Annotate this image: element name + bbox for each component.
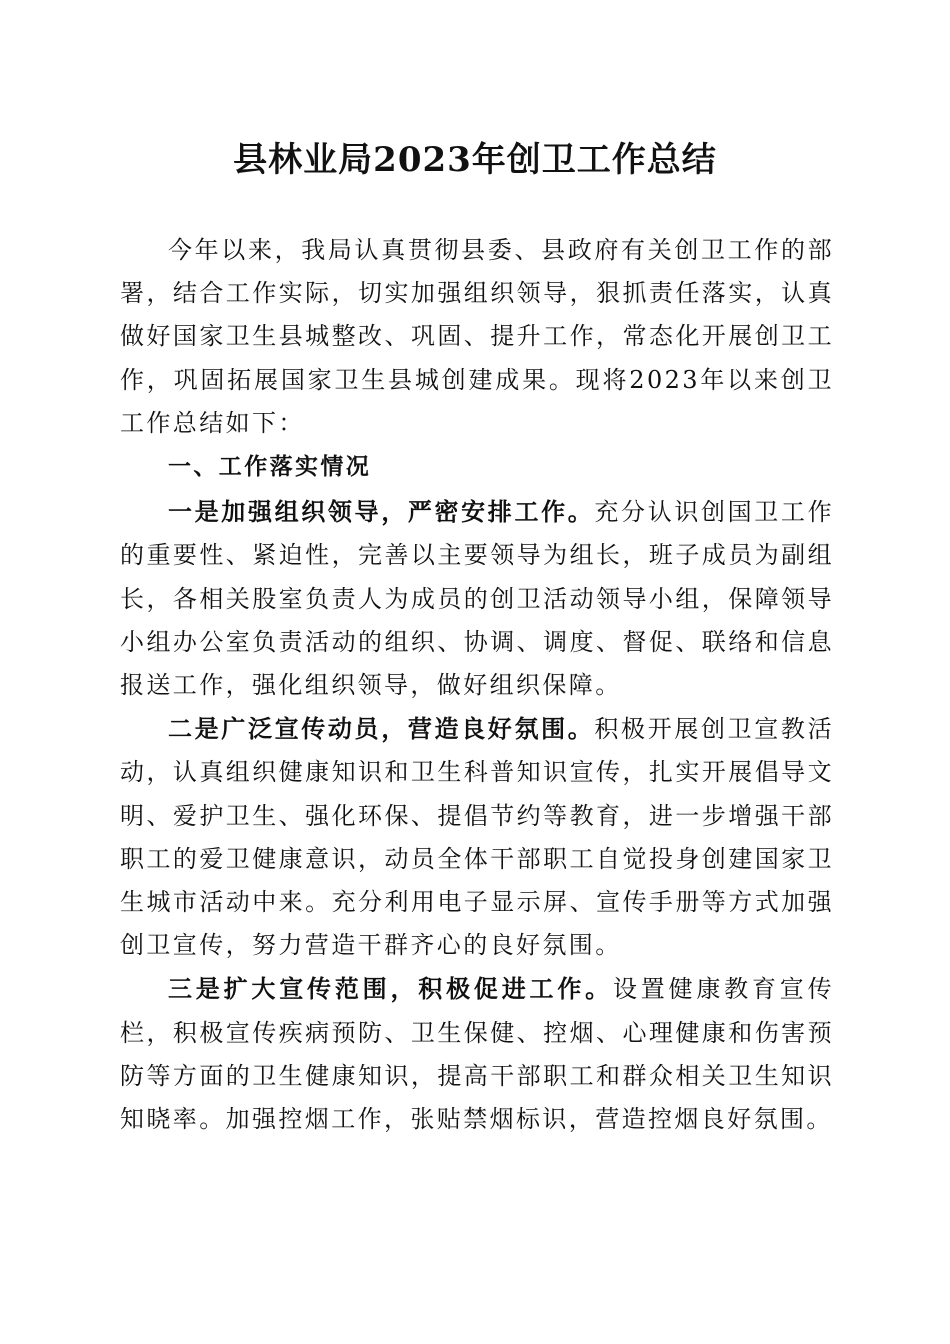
item-paragraph-2 [120,707,834,967]
item-text-1: 充分认识创国卫工作的重要性、紧迫性，完善以主要领导为组长，班子成员为副组长，各相关股室负责人为成员的创卫活动领导小组，保障领导小组办公室负责活动的组织、协调、调度、督促、联络和信息报送工作，强化组织领导，做好组织保障。 [120,498,834,700]
document-title: 县林业局2023年创卫工作总结 [233,140,717,180]
intro-paragraph: 今年以来，我局认真贯彻县委、县政府有关创卫工作的部署，结合工作实际，切实加强组织领导，狠抓责任落实，认真做好国家卫生县城整改、巩固、提升工作，常态化开展创卫工作，巩固拓展国家卫生县城创建成果。现将2023年以来创卫工作总结如下： [120,236,834,437]
item-text-2: 积极开展创卫宣教活动，认真组织健康知识和卫生科普知识宣传，扎实开展倡导文明、爱护卫生、强化环保、提倡节约等教育，进一步增强干部职工的爱卫健康意识，动员全体干部职工自觉投身创建国家卫生城市活动中来。充分利用电子显示屏、宣传手册等方式加强创卫宣传，努力营造干群齐心的良好氛围。 [120,715,834,960]
item-text-3: 设置健康教育宣传栏，积极宣传疾病预防、卫生保健、控烟、心理健康和伤害预防等方面的卫生健康知识，提高干部职工和群众相关卫生知识知晓率。加强控烟工作，张贴禁烟标识，营造控烟良好氛围。 [120,975,834,1134]
section-heading: 一、工作落实情况 [168,454,372,481]
item-paragraph-1 [120,490,834,707]
item-lead-3: 三是扩大宣传范围，积极促进工作。 [168,974,613,1004]
item-lead-2: 二是广泛宣传动员，营造良好氛围。 [168,714,595,744]
document-body [120,229,834,1141]
item-lead-1: 一是加强组织领导，严密安排工作。 [168,497,595,527]
item-paragraph-3 [120,967,834,1141]
